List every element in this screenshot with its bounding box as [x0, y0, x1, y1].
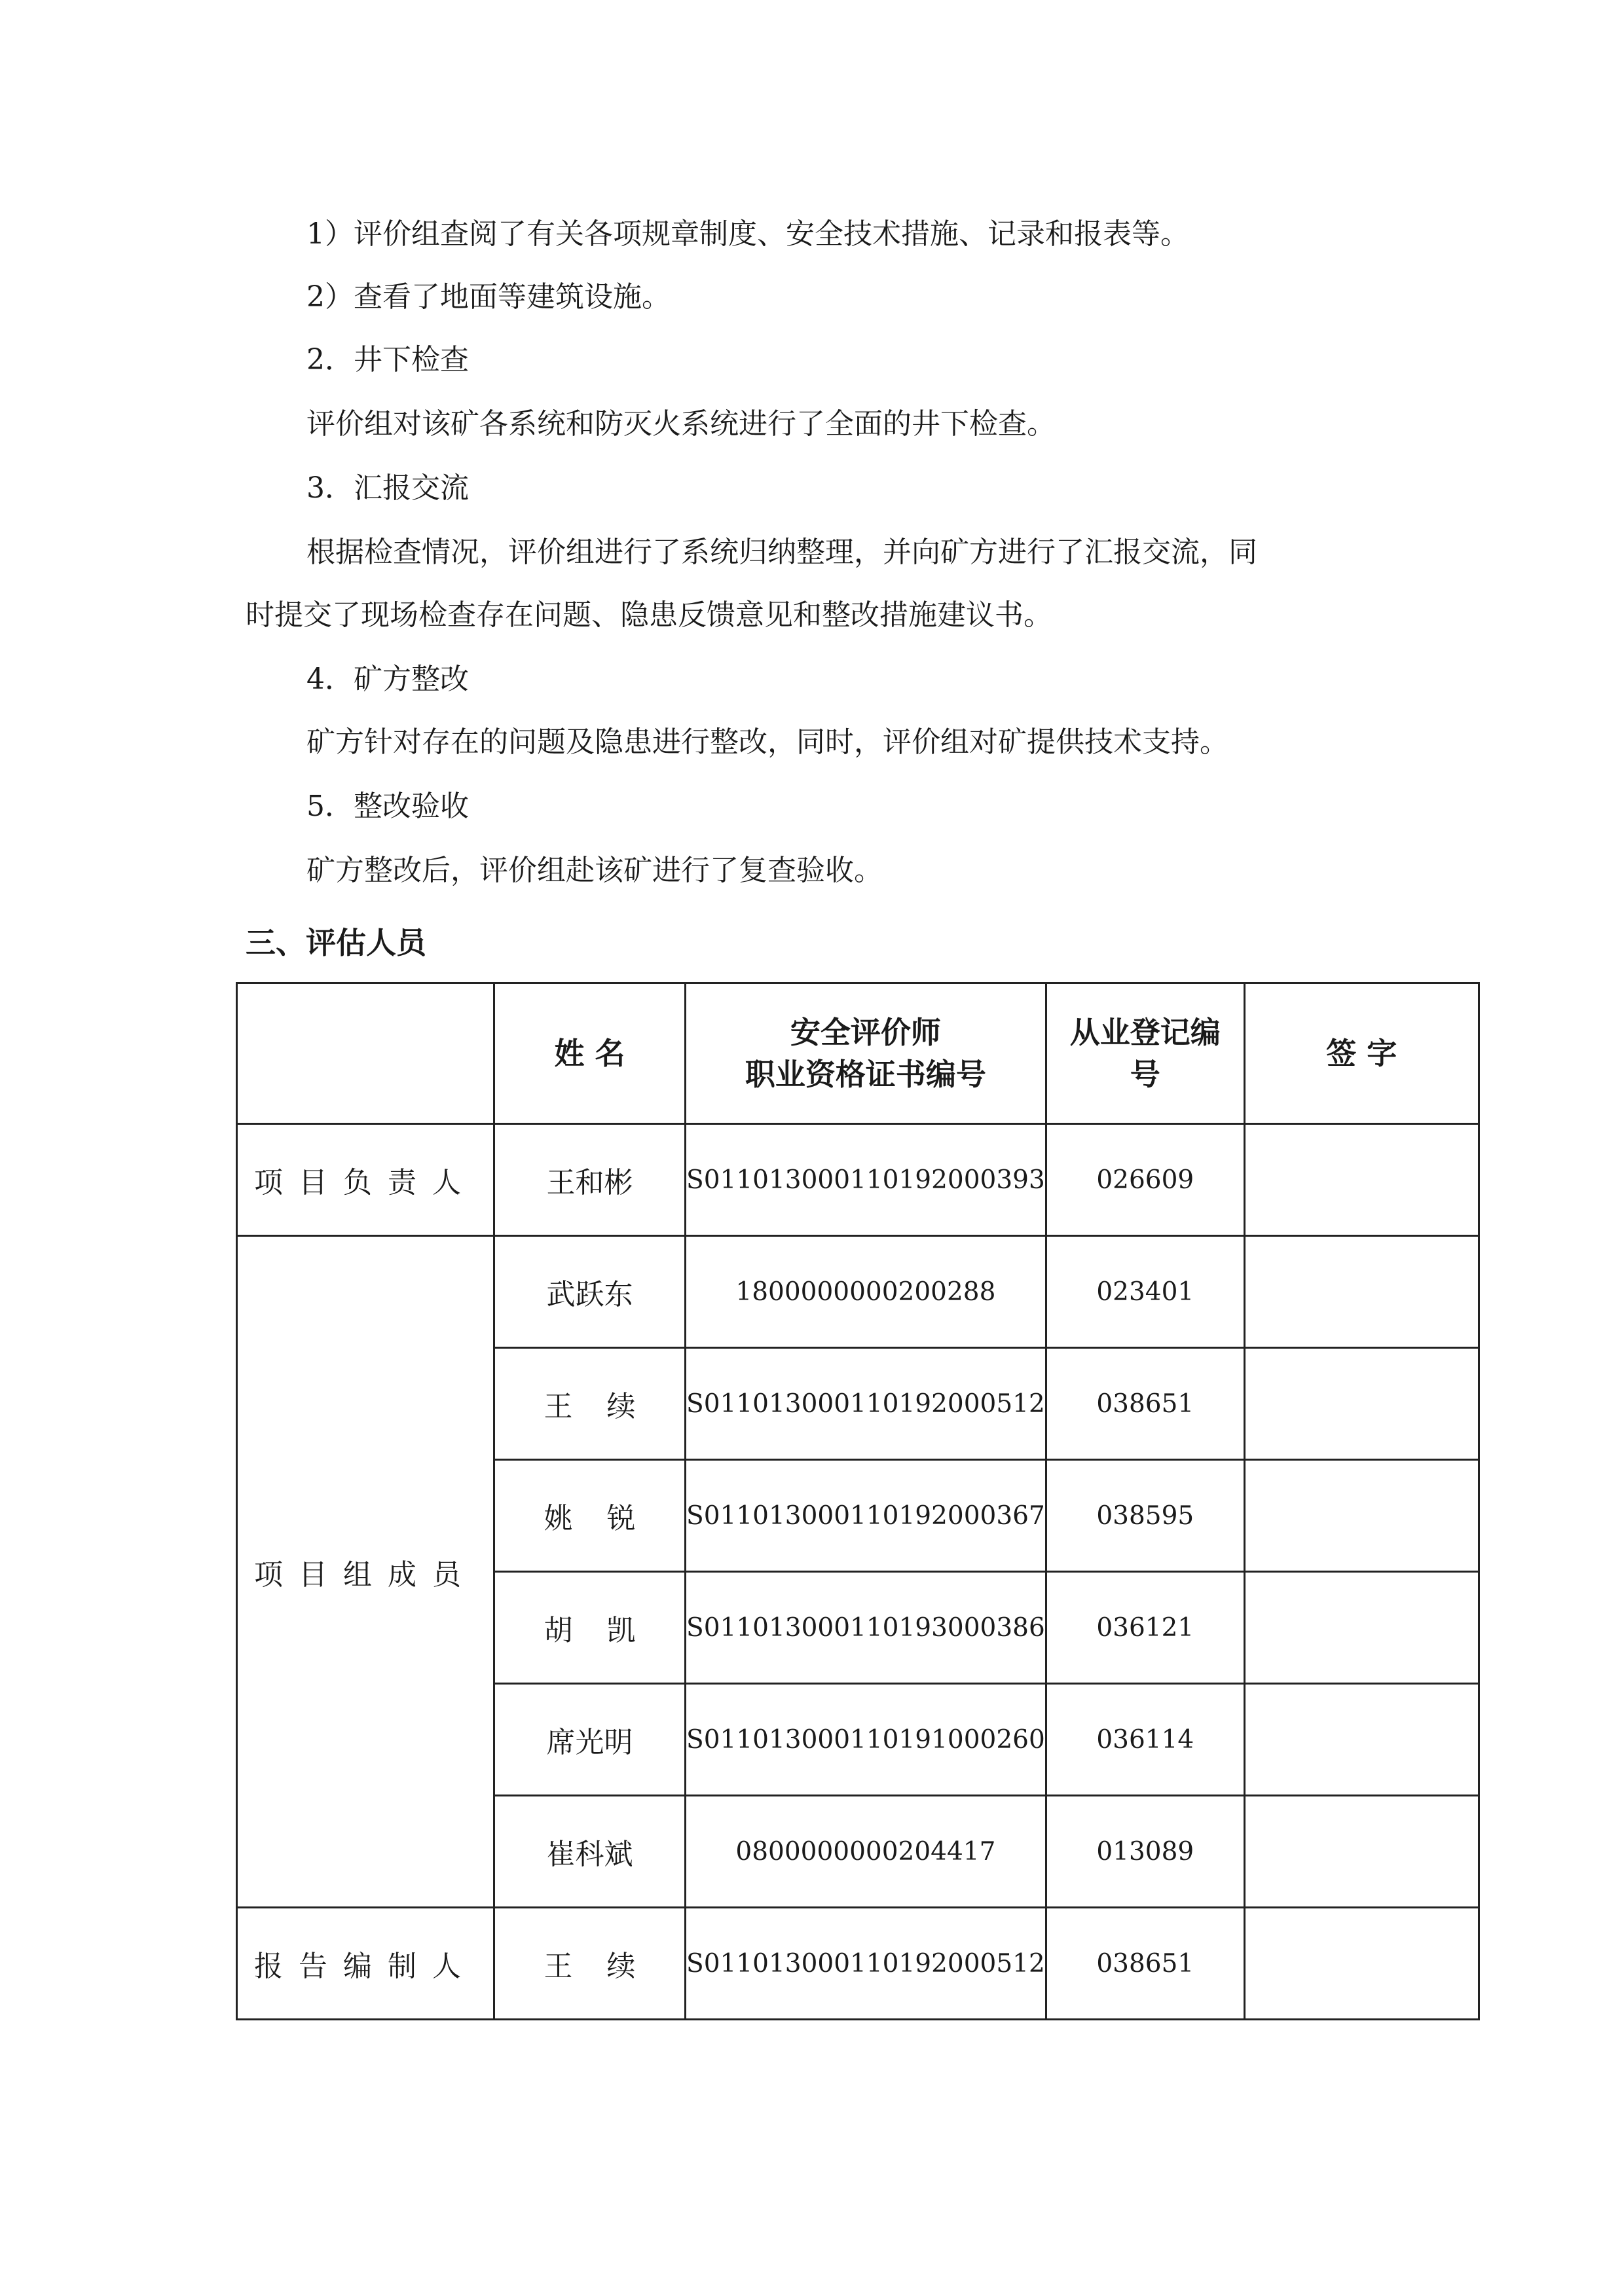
sign-cell — [1244, 1460, 1479, 1572]
reg-cell: 023401 — [1046, 1236, 1244, 1348]
cert-cell: 0800000000204417 — [686, 1796, 1046, 1908]
cert-cell: 1800000000200288 — [686, 1236, 1046, 1348]
header-cert-line1: 安全评价师 — [790, 1015, 941, 1050]
role-members: 项目组成员 — [237, 1236, 494, 1908]
header-reg — [1046, 983, 1244, 1124]
table-row — [237, 1124, 1479, 1236]
sign-cell — [1244, 1908, 1479, 2020]
cert-cell: S011013000110192000512 — [686, 1908, 1046, 2020]
personnel-table — [236, 982, 1480, 2020]
sign-cell — [1244, 1684, 1479, 1796]
name-cell: 王续 — [494, 1348, 686, 1460]
cert-cell: S011013000110191000260 — [686, 1684, 1046, 1796]
name-cell: 胡凯 — [494, 1572, 686, 1684]
header-name: 姓 名 — [494, 983, 686, 1124]
paragraph-5: 矿方针对存在的问题及隐患进行整改，同时，评价组对矿提供技术支持。 — [306, 725, 1228, 759]
table-row — [237, 1908, 1479, 2020]
cert-cell: S011013000110192000393 — [686, 1124, 1046, 1236]
table-row — [237, 1236, 1479, 1348]
subheading-4: 4．矿方整改 — [306, 663, 469, 696]
sign-cell — [1244, 1348, 1479, 1460]
header-reg-line2: 号 — [1130, 1057, 1160, 1092]
paragraph-4-line1: 根据检查情况，评价组进行了系统归纳整理，并向矿方进行了汇报交流，同 — [306, 536, 1257, 569]
reg-cell: 038595 — [1046, 1460, 1244, 1572]
reg-cell: 038651 — [1046, 1908, 1244, 2020]
header-sign: 签 字 — [1244, 983, 1479, 1124]
header-cert-line2: 职业资格证书编号 — [745, 1057, 986, 1092]
paragraph-2: 2）查看了地面等建筑设施。 — [306, 280, 671, 314]
reg-cell: 038651 — [1046, 1348, 1244, 1460]
sign-cell — [1244, 1124, 1479, 1236]
paragraph-6: 矿方整改后，评价组赴该矿进行了复查验收。 — [306, 854, 883, 887]
sign-cell — [1244, 1572, 1479, 1684]
role-leader: 项目负责人 — [237, 1124, 494, 1236]
name-cell: 姚锐 — [494, 1460, 686, 1572]
reg-cell: 026609 — [1046, 1124, 1244, 1236]
name-cell: 席光明 — [494, 1684, 686, 1796]
table-header-row — [237, 983, 1479, 1124]
cert-cell: S011013000110192000367 — [686, 1460, 1046, 1572]
reg-cell: 036121 — [1046, 1572, 1244, 1684]
header-reg-line1: 从业登记编 — [1069, 1015, 1221, 1050]
name-cell: 王续 — [494, 1908, 686, 2020]
paragraph-3: 评价组对该矿各系统和防灭火系统进行了全面的井下检查。 — [306, 407, 1056, 441]
subheading-5: 5．整改验收 — [306, 790, 469, 823]
subheading-2: 2．井下检查 — [306, 343, 469, 376]
header-empty-cell — [237, 983, 494, 1124]
cert-cell: S011013000110192000512 — [686, 1348, 1046, 1460]
section-heading: 三、评估人员 — [246, 925, 426, 960]
reg-cell: 036114 — [1046, 1684, 1244, 1796]
paragraph-1: 1）评价组查阅了有关各项规章制度、安全技术措施、记录和报表等。 — [306, 217, 1189, 251]
name-cell: 武跃东 — [494, 1236, 686, 1348]
name-cell: 崔科斌 — [494, 1796, 686, 1908]
sign-cell — [1244, 1236, 1479, 1348]
paragraph-4-line2: 时提交了现场检查存在问题、隐患反馈意见和整改措施建议书。 — [246, 598, 1052, 632]
sign-cell — [1244, 1796, 1479, 1908]
header-cert — [686, 983, 1046, 1124]
reg-cell: 013089 — [1046, 1796, 1244, 1908]
cert-cell: S011013000110193000386 — [686, 1572, 1046, 1684]
role-author: 报告编制人 — [237, 1908, 494, 2020]
name-cell: 王和彬 — [494, 1124, 686, 1236]
subheading-3: 3．汇报交流 — [306, 471, 469, 505]
